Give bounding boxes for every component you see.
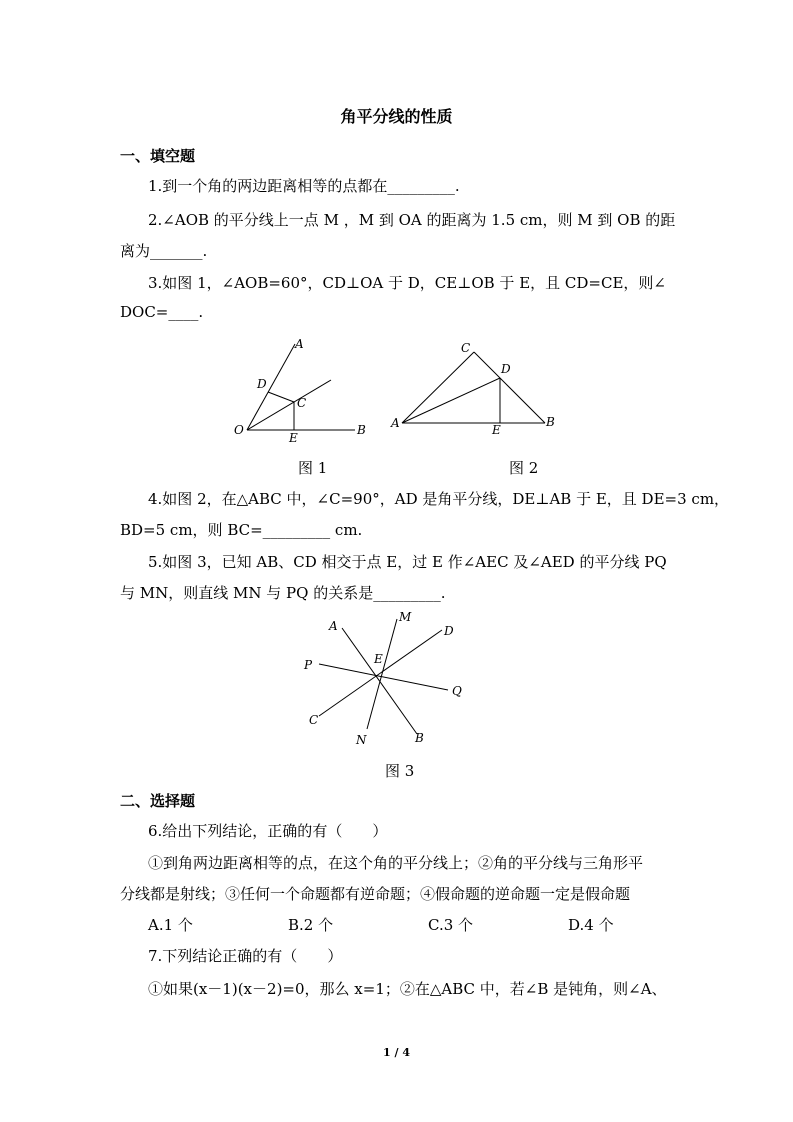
figure-1-diagram (228, 332, 378, 444)
figure-3-diagram (296, 606, 470, 748)
fig2-label-d: D (501, 362, 511, 376)
fig3-label-a: A (329, 619, 338, 633)
fig1-segment-cd (268, 392, 294, 402)
figure-2-caption: 图 2 (509, 459, 539, 477)
figure-3-caption: 图 3 (385, 762, 415, 780)
fig3-label-q: Q (452, 684, 462, 698)
page-number: 1 / 4 (383, 1046, 410, 1059)
fig1-label-b: B (357, 423, 366, 437)
question-2-line-2: 离为_______. (120, 242, 208, 260)
fig3-label-c: C (309, 713, 319, 727)
section-heading-fill-in: 一、填空题 (120, 147, 196, 165)
fig2-side-ca (402, 352, 474, 423)
fig1-label-a: A (295, 337, 304, 351)
question-1: 1.到一个角的两边距离相等的点都在_________. (148, 177, 460, 195)
question-5-line-1: 5.如图 3，已知 AB、CD 相交于点 E，过 E 作∠AEC 及∠AED 的平分线 PQ (148, 553, 667, 571)
fig2-label-a: A (391, 416, 400, 430)
question-6-option-b: B.2 个 (288, 916, 334, 934)
question-4-line-1: 4.如图 2，在△ABC 中，∠C=90°，AD 是角平分线，DE⊥AB 于 E，且 DE=3 cm， (148, 490, 730, 508)
question-6-option-d: D.4 个 (568, 916, 614, 934)
question-7: 7.下列结论正确的有（ ） (148, 947, 343, 965)
fig1-ray-oa (247, 344, 295, 430)
fig3-label-n: N (356, 733, 367, 747)
fig3-line-cd (319, 630, 442, 716)
fig1-label-c: C (297, 396, 307, 410)
question-3-line-1: 3.如图 1，∠AOB=60°，CD⊥OA 于 D，CE⊥OB 于 E，且 CD=CE，则∠ (148, 274, 666, 292)
fig2-bisector-ad (402, 378, 500, 423)
question-6-statement-line-1: ①到角两边距离相等的点，在这个角的平分线上；②角的平分线与三角形平 (148, 854, 644, 872)
question-6-option-c: C.3 个 (428, 916, 474, 934)
question-5-line-2: 与 MN，则直线 MN 与 PQ 的关系是_________. (120, 584, 446, 602)
fig2-label-e: E (492, 423, 501, 437)
fig3-label-p: P (304, 658, 313, 672)
fig2-label-b: B (546, 415, 555, 429)
fig3-label-b: B (415, 731, 424, 745)
fig3-line-mn (367, 619, 397, 729)
fig2-label-c: C (461, 341, 471, 355)
question-4-line-2: BD=5 cm，则 BC=_________ cm. (120, 521, 363, 539)
figure-2-diagram (388, 336, 558, 438)
fig1-label-e: E (289, 431, 298, 444)
fig1-label-d: D (257, 377, 267, 391)
fig3-label-d: D (444, 624, 454, 638)
fig3-label-m: M (399, 610, 412, 624)
fig3-label-e: E (374, 652, 383, 666)
question-7-statement-line-1: ①如果(x－1)(x－2)=0，那么 x=1；②在△ABC 中，若∠B 是钝角，则∠A、 (148, 980, 667, 998)
section-heading-multiple-choice: 二、选择题 (120, 792, 196, 810)
question-6: 6.给出下列结论，正确的有（ ） (148, 822, 388, 840)
figure-1-caption: 图 1 (298, 459, 328, 477)
question-6-option-a: A.1 个 (148, 916, 193, 934)
question-6-statement-line-2: 分线都是射线；③任何一个命题都有逆命题；④假命题的逆命题一定是假命题 (120, 885, 631, 903)
page-title: 角平分线的性质 (340, 107, 453, 126)
question-3-line-2: DOC=____. (120, 303, 204, 321)
fig1-label-o: O (234, 423, 244, 437)
question-2-line-1: 2.∠AOB 的平分线上一点 M ，M 到 OA 的距离为 1.5 cm，则 M 到 OB 的距 (148, 211, 676, 229)
